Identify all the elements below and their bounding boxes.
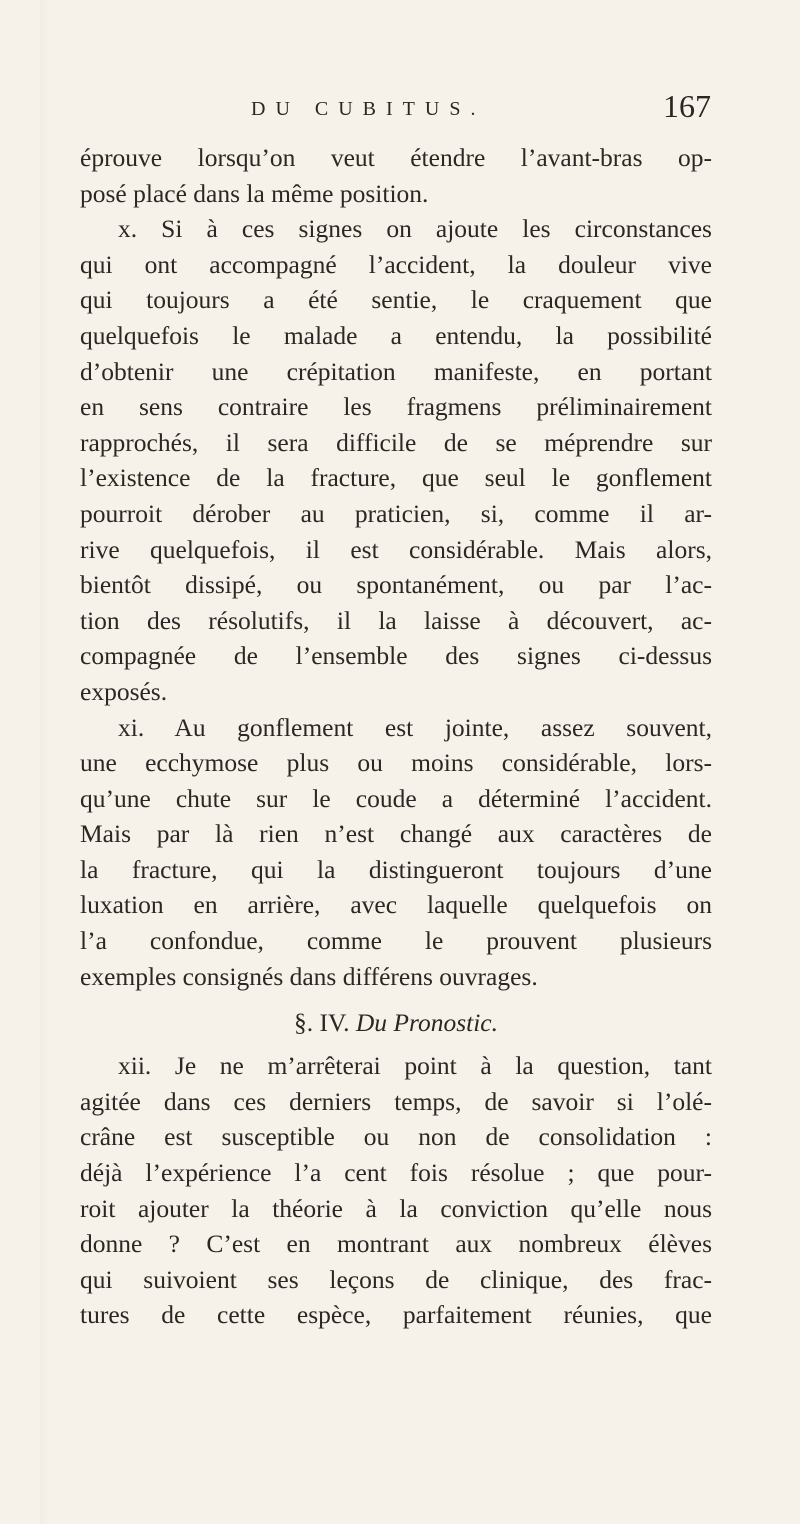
text-line: rive quelquefois, il est considérable. Mais alors, xyxy=(80,534,712,564)
text-line: roit ajouter la théorie à la conviction qu’elle nous xyxy=(80,1193,712,1223)
text-line: l’a confondue, comme le prouvent plusieurs xyxy=(80,926,712,956)
text-line: agitée dans ces derniers temps, de savoir si l’olé- xyxy=(80,1086,712,1116)
text-line: bientôt dissipé, ou spontanément, ou par l’ac- xyxy=(80,570,712,600)
page-header xyxy=(251,88,711,132)
text-line: tion des résolutifs, il la laisse à découvert, ac- xyxy=(80,605,712,635)
text-line: qui toujours a été sentie, le craquement que xyxy=(80,285,712,315)
section-heading xyxy=(80,998,712,1048)
text-line: déjà l’expérience l’a cent fois résolue ; que pour- xyxy=(80,1158,712,1188)
text-line: en sens contraire les fragmens préliminairement xyxy=(80,392,712,422)
text-line: luxation en arrière, avec laquelle quelquefois on xyxy=(80,890,712,920)
text-line: donne ? C’est en montrant aux nombreux élèves xyxy=(80,1229,712,1259)
text-line: quelquefois le malade a entendu, la possibilité xyxy=(80,320,712,350)
body-text xyxy=(80,140,712,1333)
text-line: une ecchymose plus ou moins considérable, lors- xyxy=(80,748,712,778)
text-line: la fracture, qui la distingueront toujours d’une xyxy=(80,854,712,884)
text-line: xi. Au gonflement est jointe, assez souvent, xyxy=(118,712,712,742)
text-line: posé placé dans la même position. xyxy=(80,178,429,208)
text-line: tures de cette espèce, parfaitement réunies, que xyxy=(80,1300,712,1330)
text-line: exposés. xyxy=(80,676,168,706)
section-title: Du Pronostic. xyxy=(355,1008,498,1038)
text-line: x. Si à ces signes on ajoute les circonstances xyxy=(118,214,712,244)
text-line: pourroit dérober au praticien, si, comme il ar- xyxy=(80,498,712,528)
text-line: crâne est susceptible ou non de consolidation : xyxy=(80,1122,712,1152)
text-line: qu’une chute sur le coude a déterminé l’accident. xyxy=(80,783,712,813)
text-line: éprouve lorsqu’on veut étendre l’avant-bras op- xyxy=(80,143,712,172)
text-line: l’existence de la fracture, que seul le gonflement xyxy=(80,463,712,493)
text-line: d’obtenir une crépitation manifeste, en portant xyxy=(80,356,712,386)
text-line: Mais par là rien n’est changé aux caractères de xyxy=(80,819,712,849)
text-line: compagnée de l’ensemble des signes ci-dessus xyxy=(80,641,712,671)
running-head: DU CUBITUS. xyxy=(251,98,486,120)
text-line: rapprochés, il sera difficile de se méprendre sur xyxy=(80,427,712,457)
text-line: qui ont accompagné l’accident, la douleur vive xyxy=(80,249,712,279)
text-line: qui suivoient ses leçons de clinique, des frac- xyxy=(80,1264,712,1294)
text-line: xii. Je ne m’arrêterai point à la question, tant xyxy=(118,1051,712,1081)
text-line: exemples consignés dans différens ouvrages. xyxy=(80,961,538,991)
page-shadow xyxy=(40,0,48,1524)
section-prefix: §. IV. xyxy=(293,1008,350,1038)
page-number: 167 xyxy=(663,88,711,124)
